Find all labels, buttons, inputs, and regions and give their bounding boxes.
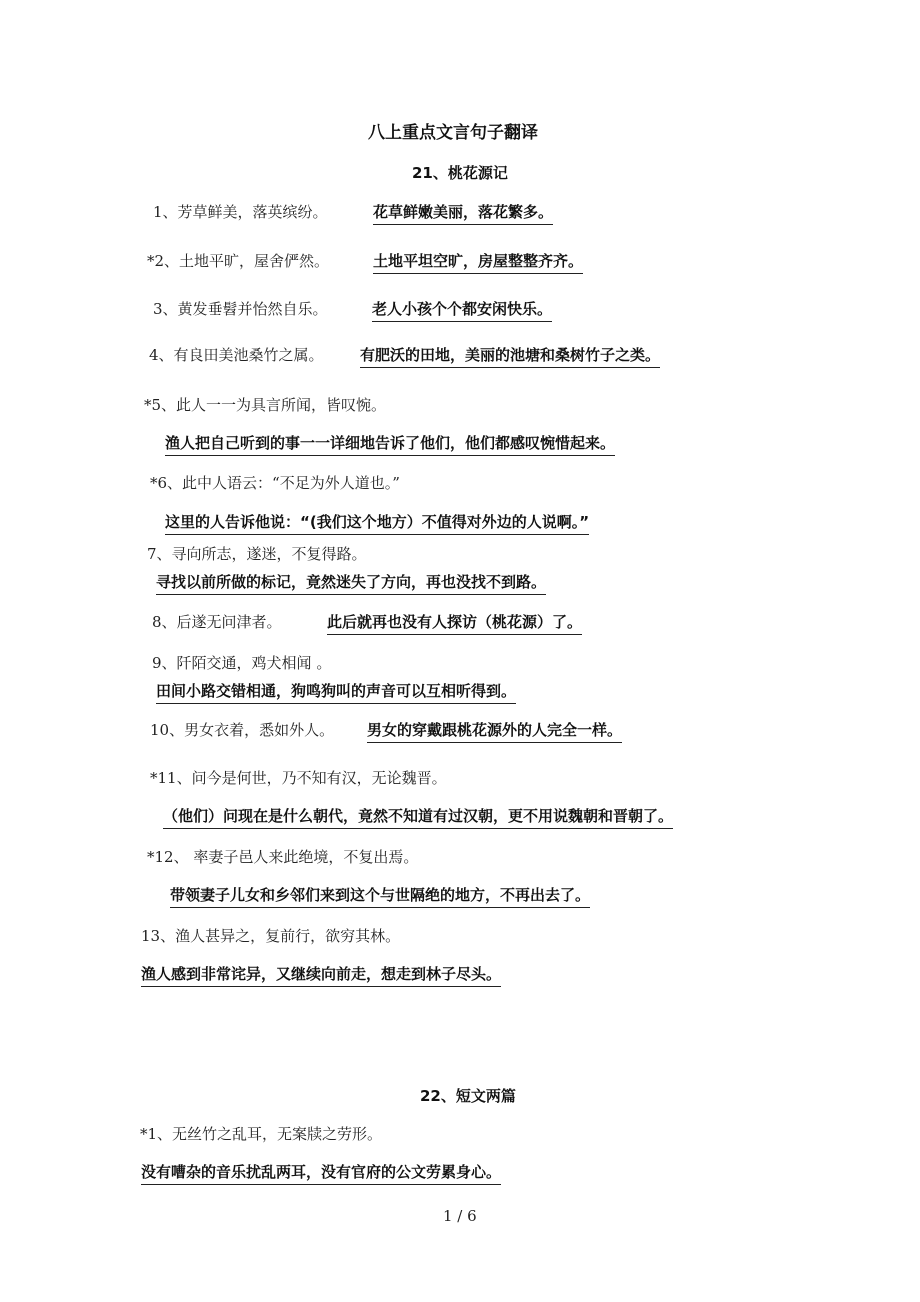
page-number: 1 / 6 — [443, 1207, 477, 1225]
translation: （他们）问现在是什么朝代，竟然不知道有过汉朝，更不用说魏朝和晋朝了。 — [163, 809, 673, 829]
source-sentence: 9、阡陌交通，鸡犬相闻 。 — [152, 654, 332, 672]
translation: 此后就再也没有人探访（桃花源）了。 — [327, 615, 582, 635]
source-sentence: 4、有良田美池桑竹之属。 — [149, 346, 324, 364]
translation: 渔人感到非常诧异，又继续向前走，想走到林子尽头。 — [141, 967, 501, 987]
translation: 有肥沃的田地，美丽的池塘和桑树竹子之类。 — [360, 348, 660, 368]
source-sentence: *5、此人一一为具言所闻，皆叹惋。 — [144, 396, 387, 414]
source-sentence: *2、土地平旷，屋舍俨然。 — [147, 252, 330, 270]
translation: 田间小路交错相通，狗鸣狗叫的声音可以互相听得到。 — [156, 684, 516, 704]
source-sentence: 10、男女衣着，悉如外人。 — [150, 721, 335, 739]
translation: 寻找以前所做的标记，竟然迷失了方向，再也没找不到路。 — [156, 575, 546, 595]
translation: 带领妻子儿女和乡邻们来到这个与世隔绝的地方，不再出去了。 — [170, 888, 590, 908]
translation: 渔人把自己听到的事一一详细地告诉了他们，他们都感叹惋惜起来。 — [165, 436, 615, 456]
source-sentence: 7、寻向所志，遂迷，不复得路。 — [147, 545, 367, 563]
translation: 土地平坦空旷，房屋整整齐齐。 — [373, 254, 583, 274]
source-sentence: *12、 率妻子邑人来此绝境，不复出焉。 — [147, 848, 419, 866]
source-sentence: 8、后遂无问津者。 — [152, 613, 282, 631]
translation: 没有嘈杂的音乐扰乱两耳，没有官府的公文劳累身心。 — [141, 1165, 501, 1185]
document-title: 八上重点文言句子翻译 — [368, 123, 538, 143]
translation: 老人小孩个个都安闲快乐。 — [372, 302, 552, 322]
source-sentence: 3、黄发垂髫并怡然自乐。 — [153, 300, 328, 318]
source-sentence: 13、渔人甚异之，复前行，欲穷其林。 — [141, 927, 401, 945]
section-heading: 22、短文两篇 — [420, 1087, 516, 1105]
translation: 这里的人告诉他说：“(我们这个地方）不值得对外边的人说啊。” — [165, 515, 589, 535]
translation: 男女的穿戴跟桃花源外的人完全一样。 — [367, 723, 622, 743]
translation: 花草鲜嫩美丽，落花繁多。 — [373, 205, 553, 225]
source-sentence: 1、芳草鲜美，落英缤纷。 — [153, 203, 328, 221]
source-sentence: *11、问今是何世，乃不知有汉，无论魏晋。 — [150, 769, 447, 787]
source-sentence: *1、无丝竹之乱耳，无案牍之劳形。 — [140, 1125, 383, 1143]
section-heading: 21、桃花源记 — [412, 164, 508, 182]
source-sentence: *6、此中人语云：“不足为外人道也。” — [150, 474, 400, 492]
